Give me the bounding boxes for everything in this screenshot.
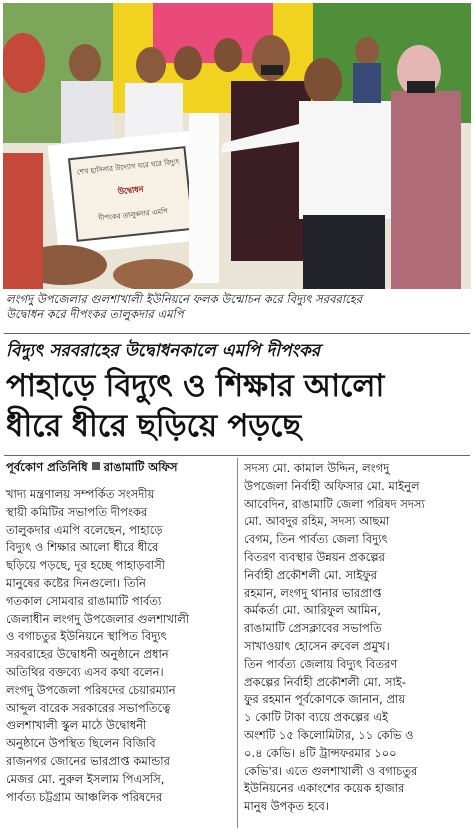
byline-reporter: পূর্বকোণ প্রতিনিধি [6, 460, 88, 474]
caption-divider [4, 333, 470, 334]
headline: পাহাড়ে বিদ্যুৎ ও শিক্ষার আলো ধীরে ধীরে ছড়িয়ে পড়ছে [6, 368, 385, 444]
photo-caption: লংগদু উপজেলার গুলশাখালী ইউনিয়নে ফলক উন্মোচন করে বিদ্যুৎ সরবরাহের উদ্বোধন করে দীপংকর তালুকদার এমপি [6, 292, 363, 321]
headline-divider [4, 455, 470, 456]
article-column-left: খাদ্য মন্ত্রণালয় সম্পর্কিত সংসদীয় স্থায়ী কমিটির সভাপতি দীপংকর তালুকদার এমপি বলেছেন, পাহাড়ে বিদ্যুৎ ও শিক্ষার আলো ধীরে ধীরে ছড়িয়ে পড়ছে, দূর হচ্ছে পাহাড়বাসী মানুষের কষ্টের দিনগুলো। তিনি গতকাল সোমবার রাঙামাটি পার্বত্য জেলাধীন লংগদু উপজেলার গুলশাখালী ও বগাচতুর ইউনিয়নে স্থাপিত বিদ্যুৎ সরবরাহের উদ্বোধনী অনুষ্ঠানে প্রধান অতিথির বক্তব্যে এসব কথা বলেন। লংগদু উপজেলা পরিষদের চেয়ারম্যান আব্দুল বারেক সরকারের সভাপতিত্বে গুলশাখালী স্কুল মাঠে উদ্বোধনী অনুষ্ঠানে উপস্থিত ছিলেন বিজিবি রাজনগর জোনের ভারপ্রাপ্ত কমান্ডার মেজর মো. নুরুল ইসলাম পিএসসি, পার্বত্য চট্টগ্রাম আঞ্চলিক পরিষদের [6, 487, 190, 804]
plaque-line-3: দীপংকর তালুকদার এমপি [98, 207, 169, 223]
byline [6, 459, 232, 475]
white-cloth [189, 113, 219, 283]
photo-illustration [3, 3, 471, 289]
plaque-line-1: শেখ হাসিনার উদ্যোগ ঘরে ঘরে বিদ্যুৎ [76, 157, 180, 177]
plaque-line-2: উদ্বোধন [117, 184, 144, 197]
person-white-shirt [299, 101, 395, 219]
square-bullet-icon [92, 462, 100, 470]
news-photo [3, 3, 471, 289]
article-column-right: সদস্য মো. কামাল উদ্দিন, লংগদু উপজেলা নির্বাহী অফিসার মো. মাইনুল আবেদিন, রাঙামাটি জেলা পরিষদ সদস্য মো. আবদুর রহিম, সদস্য আছমা বেগম, তিন পার্বত্য জেলা বিদ্যুৎ বিতরণ ব্যবস্থার উন্নয়ন প্রকল্পের নির্বাহী প্রকৌশলী মো. সাইফুর রহমান, লংগদু থানার ভারপ্রাপ্ত কর্মকর্তা মো. আরিফুল আমিন, রাঙামাটি প্রেসক্লাবের সভাপতি সাখাওয়াৎ হোসেন রুবেল প্রমুখ। তিন পার্বত্য জেলায় বিদ্যুৎ বিতরণ প্রকল্পের নির্বাহী প্রকৌশলী মো. সাই- ফুর রহমান পূর্বকোণকে জানান, প্রায় ১ কোটি টাকা ব্যয়ে প্রকল্পের এই অংশটি ১৫ কিলোমিটার, ১১ কেভি ও ০.৪ কেভি। ৪টি ট্রান্সফরমার ১০০ কেভি'র। এতে গুলশাখালী ও বগাচতুর ইউনিয়নের একাংশের কয়েক হাজার মানুষ উপকৃত হবে। [244, 461, 425, 814]
kicker: বিদ্যুৎ সরবরাহের উদ্বোধনকালে এমপি দীপংকর [6, 341, 321, 361]
person-pink-dress [391, 91, 461, 289]
column-divider [237, 458, 238, 828]
byline-office: রাঙামাটি অফিস [103, 460, 178, 474]
